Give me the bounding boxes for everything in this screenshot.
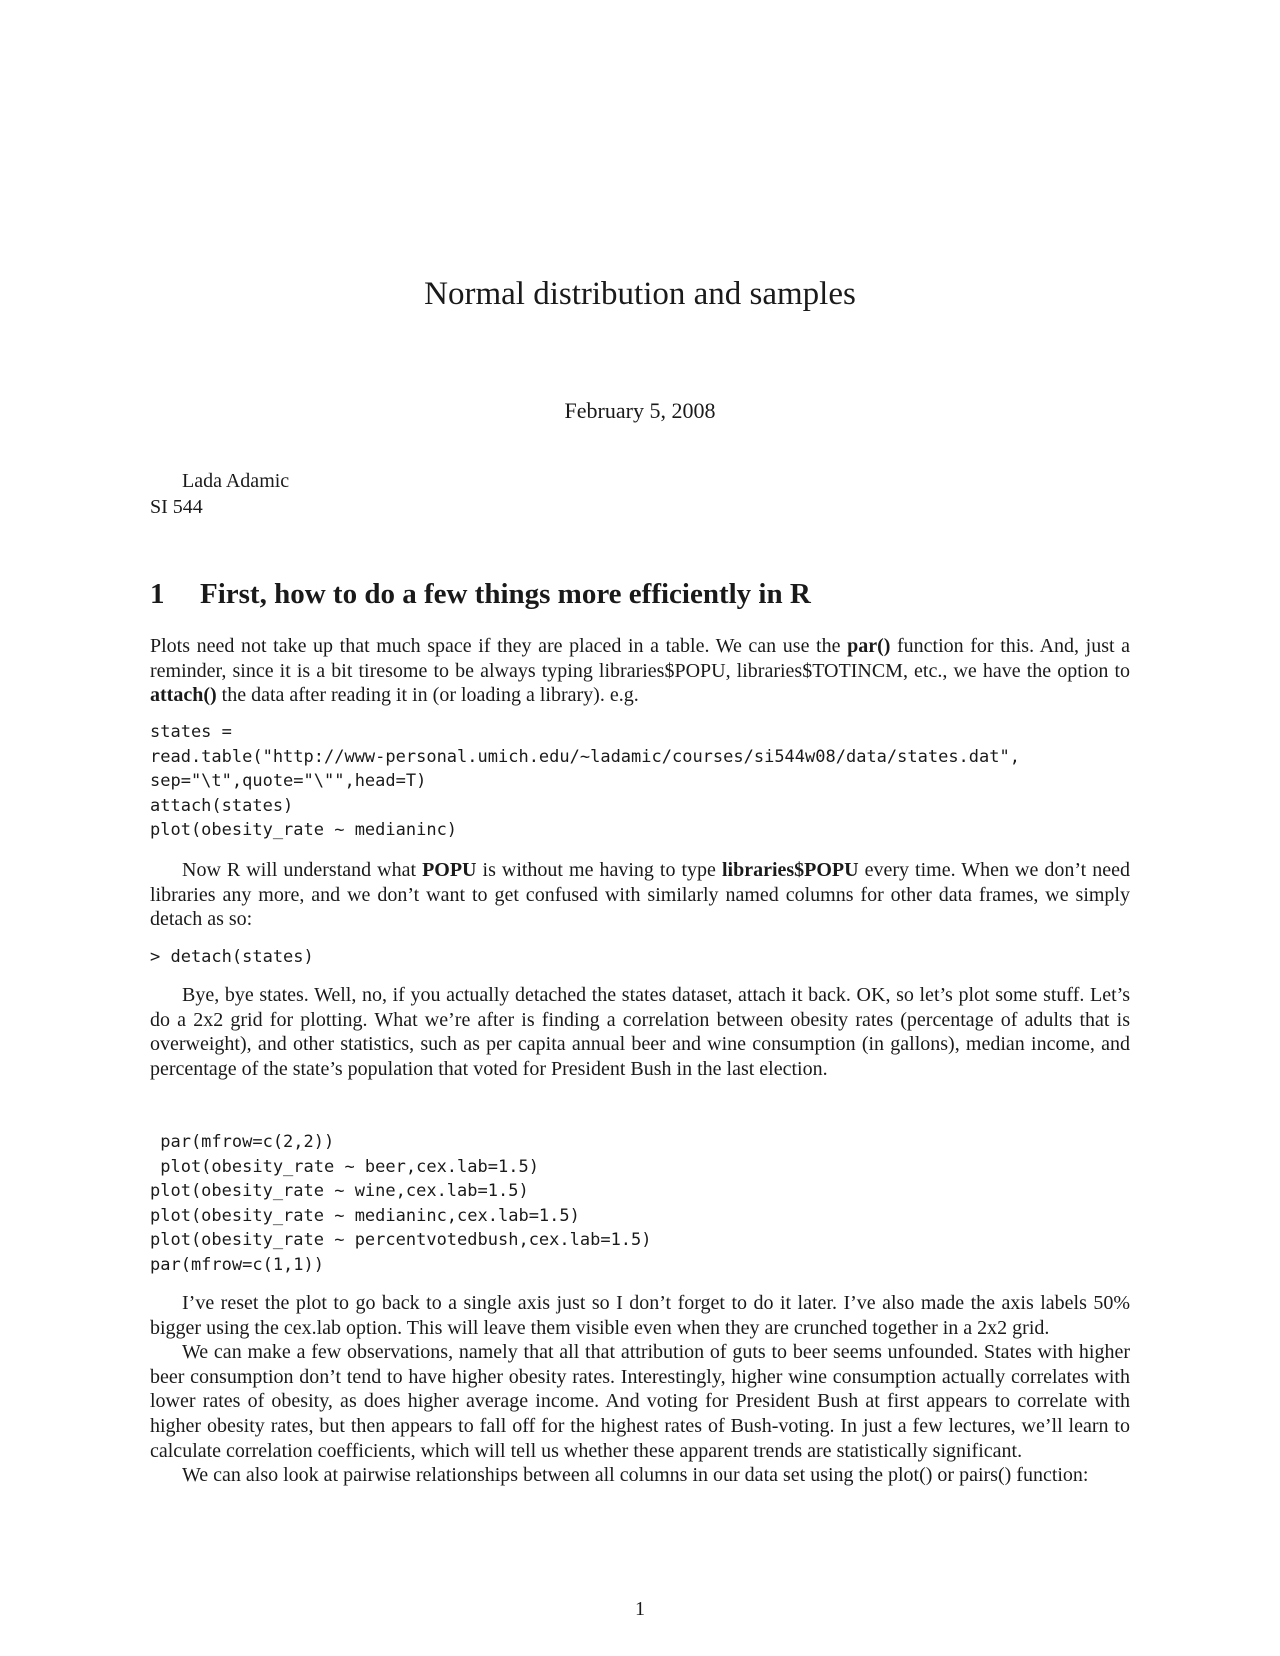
section-number: 1 bbox=[150, 578, 165, 610]
paragraph-text: is without me having to type bbox=[476, 859, 722, 881]
code-line: attach(states) bbox=[150, 795, 294, 816]
paragraph-text: every time. When we don’t need libraries any more, and we don’t want to get confused with similarly named columns for other data frames, we simply detach as so: bbox=[150, 859, 1130, 931]
inline-code-par: par() bbox=[847, 635, 891, 657]
code-line: states = bbox=[150, 722, 232, 742]
course-code: SI 544 bbox=[150, 496, 203, 518]
code-line: plot(obesity_rate ~ percentvotedbush,cex.lab=1.5) bbox=[150, 1230, 652, 1251]
page-number: 1 bbox=[635, 1598, 645, 1620]
paragraph-text: function for this. And, just a reminder, since it is a bit tiresome to be always typing libraries$POPU, libraries$TOTINCM, etc., we have the option to bbox=[150, 635, 1131, 682]
paragraph-text: I’ve reset the plot to go back to a single axis just so I don’t forget to do it later. I’ve also made the axis labels 50% bigger using the cex.lab option. This will leave them visible even when they are crunched together in a 2x2 grid. bbox=[150, 1292, 1130, 1339]
code-line: sep="\t",quote="\"",head=T) bbox=[150, 771, 427, 792]
code-line: plot(obesity_rate ~ beer,cex.lab=1.5) bbox=[150, 1156, 539, 1177]
code-block-detach bbox=[150, 945, 1130, 970]
paragraph-text: Plots need not take up that much space if they are placed in a table. We can use the bbox=[150, 635, 848, 657]
section-title: First, how to do a few things more efficiently in R bbox=[200, 578, 811, 610]
paragraph-intro bbox=[150, 634, 1130, 708]
paragraph-body bbox=[150, 1291, 1130, 1488]
code-line: par(mfrow=c(1,1)) bbox=[150, 1254, 324, 1275]
paragraph-text: Now R will understand what bbox=[182, 859, 423, 881]
code-line: > detach(states) bbox=[150, 947, 314, 967]
paragraph-text: We can make a few observations, namely that all that attribution of guts to beer seems unfounded. States with higher beer consumption don’t tend to have higher obesity rates. Interestingly, higher wine consumption actually correlates with lower rates of obesity, as does higher average income. And voting for President Bush at first appears to correlate with higher obesity rates, but then appears to fall off for the highest rates of Bush-voting. In just a few lectures, we’ll learn to calculate correlation coefficients, which will tell us whether these apparent trends are statistically significant. bbox=[150, 1341, 1130, 1462]
code-block-read bbox=[150, 720, 1130, 843]
paragraph-text: Bye, bye states. Well, no, if you actually detached the states dataset, attach it back. OK, so let’s plot some stuff. Let’s do a 2x2 grid for plotting. What we’re after is finding a correlation between obesity rates (percentage of adults that is overweight), and other statistics, such as per capita annual beer and wine consumption (in gallons), median income, and percentage of the state’s population that voted for President Bush in the last election. bbox=[150, 984, 1130, 1080]
code-line: plot(obesity_rate ~ wine,cex.lab=1.5) bbox=[150, 1181, 529, 1202]
code-line: par(mfrow=c(2,2)) bbox=[150, 1132, 335, 1152]
paragraph-plot-intro bbox=[150, 983, 1130, 1081]
inline-term-libraries-popu: libraries$POPU bbox=[721, 859, 859, 881]
inline-term-popu: POPU bbox=[422, 859, 477, 881]
code-block-plots bbox=[150, 1130, 1130, 1278]
code-line: read.table("http://www-personal.umich.edu/~ladamic/courses/si544w08/data/states.dat", bbox=[150, 746, 1020, 767]
section-heading bbox=[150, 578, 811, 611]
paragraph-text: the data after reading it in (or loading a library). e.g. bbox=[216, 684, 639, 707]
inline-code-attach: attach() bbox=[150, 684, 217, 707]
paragraph-text: We can also look at pairwise relationships between all columns in our data set using the plot() or pairs() function: bbox=[182, 1464, 1089, 1487]
author-name: Lada Adamic bbox=[182, 470, 290, 492]
code-line: plot(obesity_rate ~ medianinc,cex.lab=1.5) bbox=[150, 1205, 580, 1226]
code-line: plot(obesity_rate ~ medianinc) bbox=[150, 820, 458, 841]
document-title: Normal distribution and samples bbox=[424, 276, 856, 312]
document-date: February 5, 2008 bbox=[564, 398, 716, 423]
paragraph-attach bbox=[150, 858, 1130, 932]
